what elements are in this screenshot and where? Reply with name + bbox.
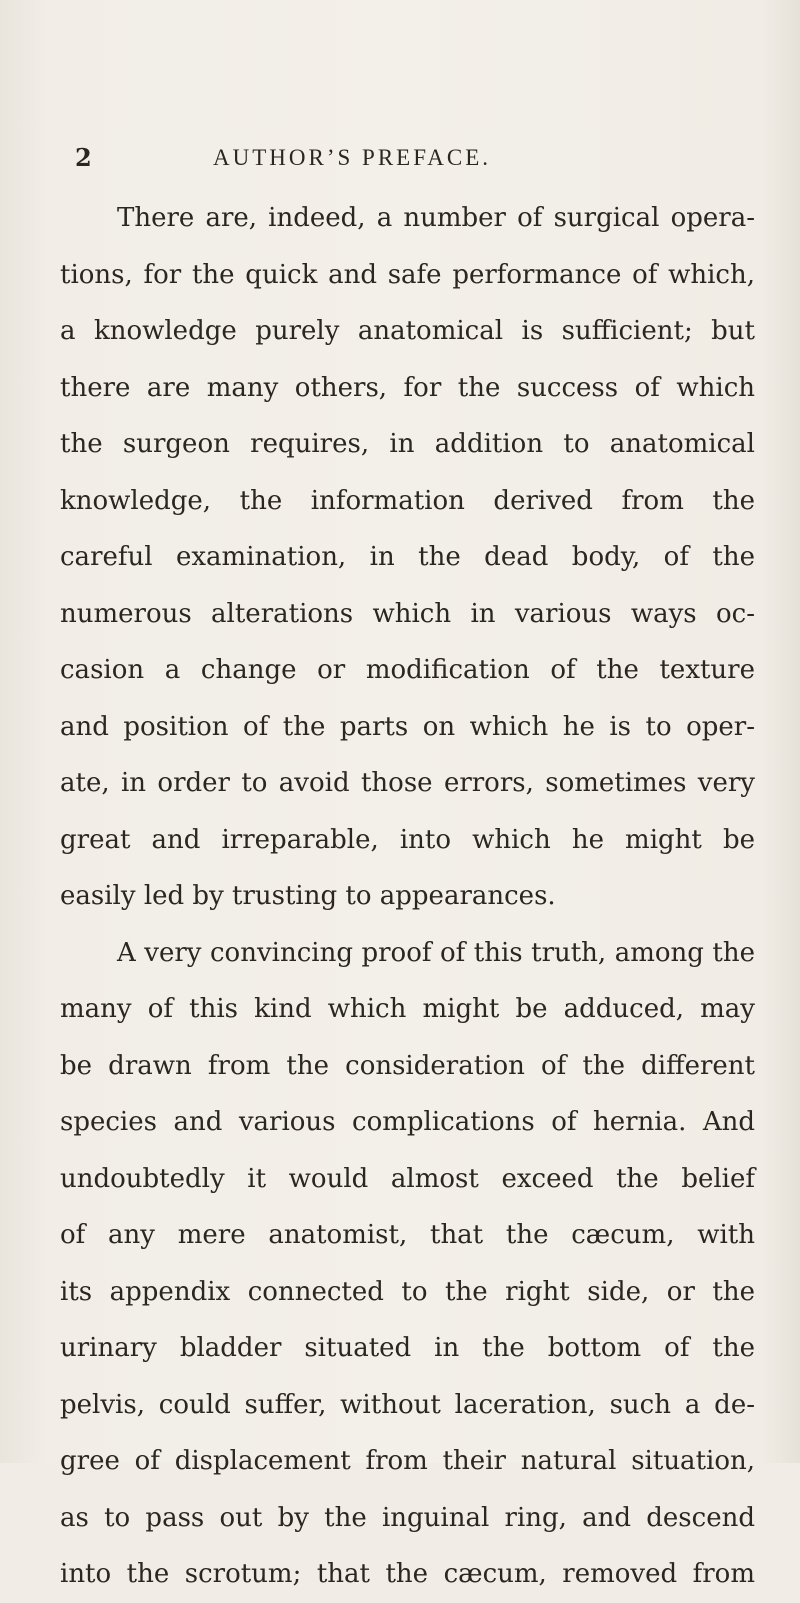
text-line: numerous alterations which in various ways oc- [60, 598, 755, 629]
text-line: its appendix connected to the right side, or the [60, 1276, 755, 1307]
text-line: the surgeon requires, in addition to anatomical [60, 429, 755, 459]
text-line: many of this kind which might be adduced, may [60, 994, 755, 1024]
text-line: there are many others, for the success of which [60, 372, 755, 403]
text-line: into the scrotum; that the cæcum, removed from [60, 1559, 755, 1589]
text-line: as to pass out by the inguinal ring, and descend [60, 1502, 755, 1533]
paragraph [60, 925, 755, 1603]
text-line: of any mere anatomist, that the cæcum, with [60, 1220, 755, 1250]
text-line: undoubtedly it would almost exceed the belief [60, 1163, 755, 1194]
text-line: casion a change or modification of the texture [60, 655, 755, 685]
text-line: gree of displacement from their natural situation, [60, 1446, 755, 1476]
text-line: tions, for the quick and safe performance of which, [60, 259, 755, 290]
text-line: be drawn from the consideration of the different [60, 1050, 755, 1081]
running-head: AUTHOR’S PREFACE. [213, 145, 492, 170]
text-line: species and various complications of hernia. And [60, 1107, 755, 1137]
page-number: 2 [75, 143, 92, 172]
text-line: great and irreparable, into which he might be [60, 824, 755, 855]
text-line: pelvis, could suffer, without laceration, such a de- [60, 1389, 755, 1420]
text-line: careful examination, in the dead body, of the [60, 542, 755, 572]
text-line: and position of the parts on which he is to oper- [60, 711, 755, 742]
text-line: There are, indeed, a number of surgical opera- [117, 203, 755, 233]
text-line: easily led by trusting to appearances. [60, 881, 556, 911]
page-header [75, 136, 775, 180]
text-line: a knowledge purely anatomical is sufficient; but [60, 316, 755, 346]
text-line: A very convincing proof of this truth, among the [117, 937, 755, 968]
paragraph [60, 190, 755, 925]
text-line: knowledge, the information derived from the [60, 485, 755, 516]
text-line: urinary bladder situated in the bottom of the [60, 1333, 755, 1363]
body-text [60, 190, 755, 1603]
text-line: ate, in order to avoid those errors, sometimes very [60, 768, 755, 798]
